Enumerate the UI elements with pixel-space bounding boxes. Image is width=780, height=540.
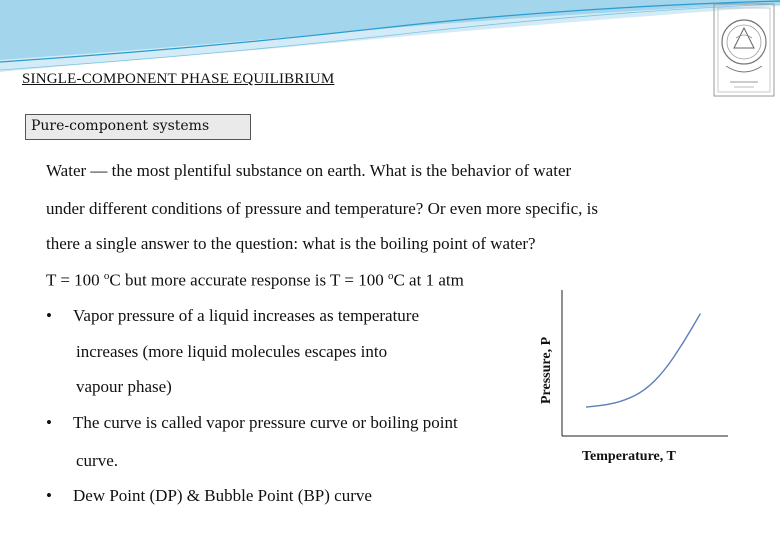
degree-superscript: o — [387, 270, 394, 282]
vapor-pressure-curve — [586, 314, 700, 408]
bullet-1-line-3: vapour phase) — [76, 377, 172, 396]
bullet-2-line-1: The curve is called vapor pressure curve or boiling point — [73, 413, 458, 432]
y-axis-label: Pressure, P — [539, 336, 554, 404]
boiling-prefix: T = 100 — [46, 270, 104, 290]
slide-subtitle: Pure-component systems — [31, 118, 210, 134]
bullet-3-line-1: Dew Point (DP) & Bubble Point (BP) curve — [73, 486, 372, 505]
header-wave-decoration — [0, 0, 780, 80]
paragraph-line-2: under different conditions of pressure and temperature? Or even more specific, is — [46, 199, 598, 218]
x-axis-label: Temperature, T — [582, 449, 676, 464]
bullet-1-line-1: Vapor pressure of a liquid increases as temperature — [73, 306, 420, 325]
bullet-marker: • — [46, 486, 52, 505]
bullet-marker: • — [46, 413, 52, 432]
degree-superscript: o — [103, 270, 110, 282]
paragraph-line-1: Water — the most plentiful substance on earth. What is the behavior of water — [46, 161, 572, 180]
slide-title: SINGLE-COMPONENT PHASE EQUILIBRIUM — [22, 71, 335, 87]
boiling-middle: C but more accurate response is T = 100 — [109, 270, 388, 290]
bullet-marker: • — [46, 306, 52, 325]
boiling-suffix: C at 1 atm — [393, 270, 464, 290]
paragraph-line-3: there a single answer to the question: what is the boiling point of water? — [46, 234, 536, 253]
bullet-1-line-2: increases (more liquid molecules escapes into — [76, 342, 388, 361]
university-emblem-icon — [712, 2, 776, 98]
bullet-2-line-2: curve. — [76, 451, 119, 470]
vapor-pressure-chart — [536, 284, 736, 464]
